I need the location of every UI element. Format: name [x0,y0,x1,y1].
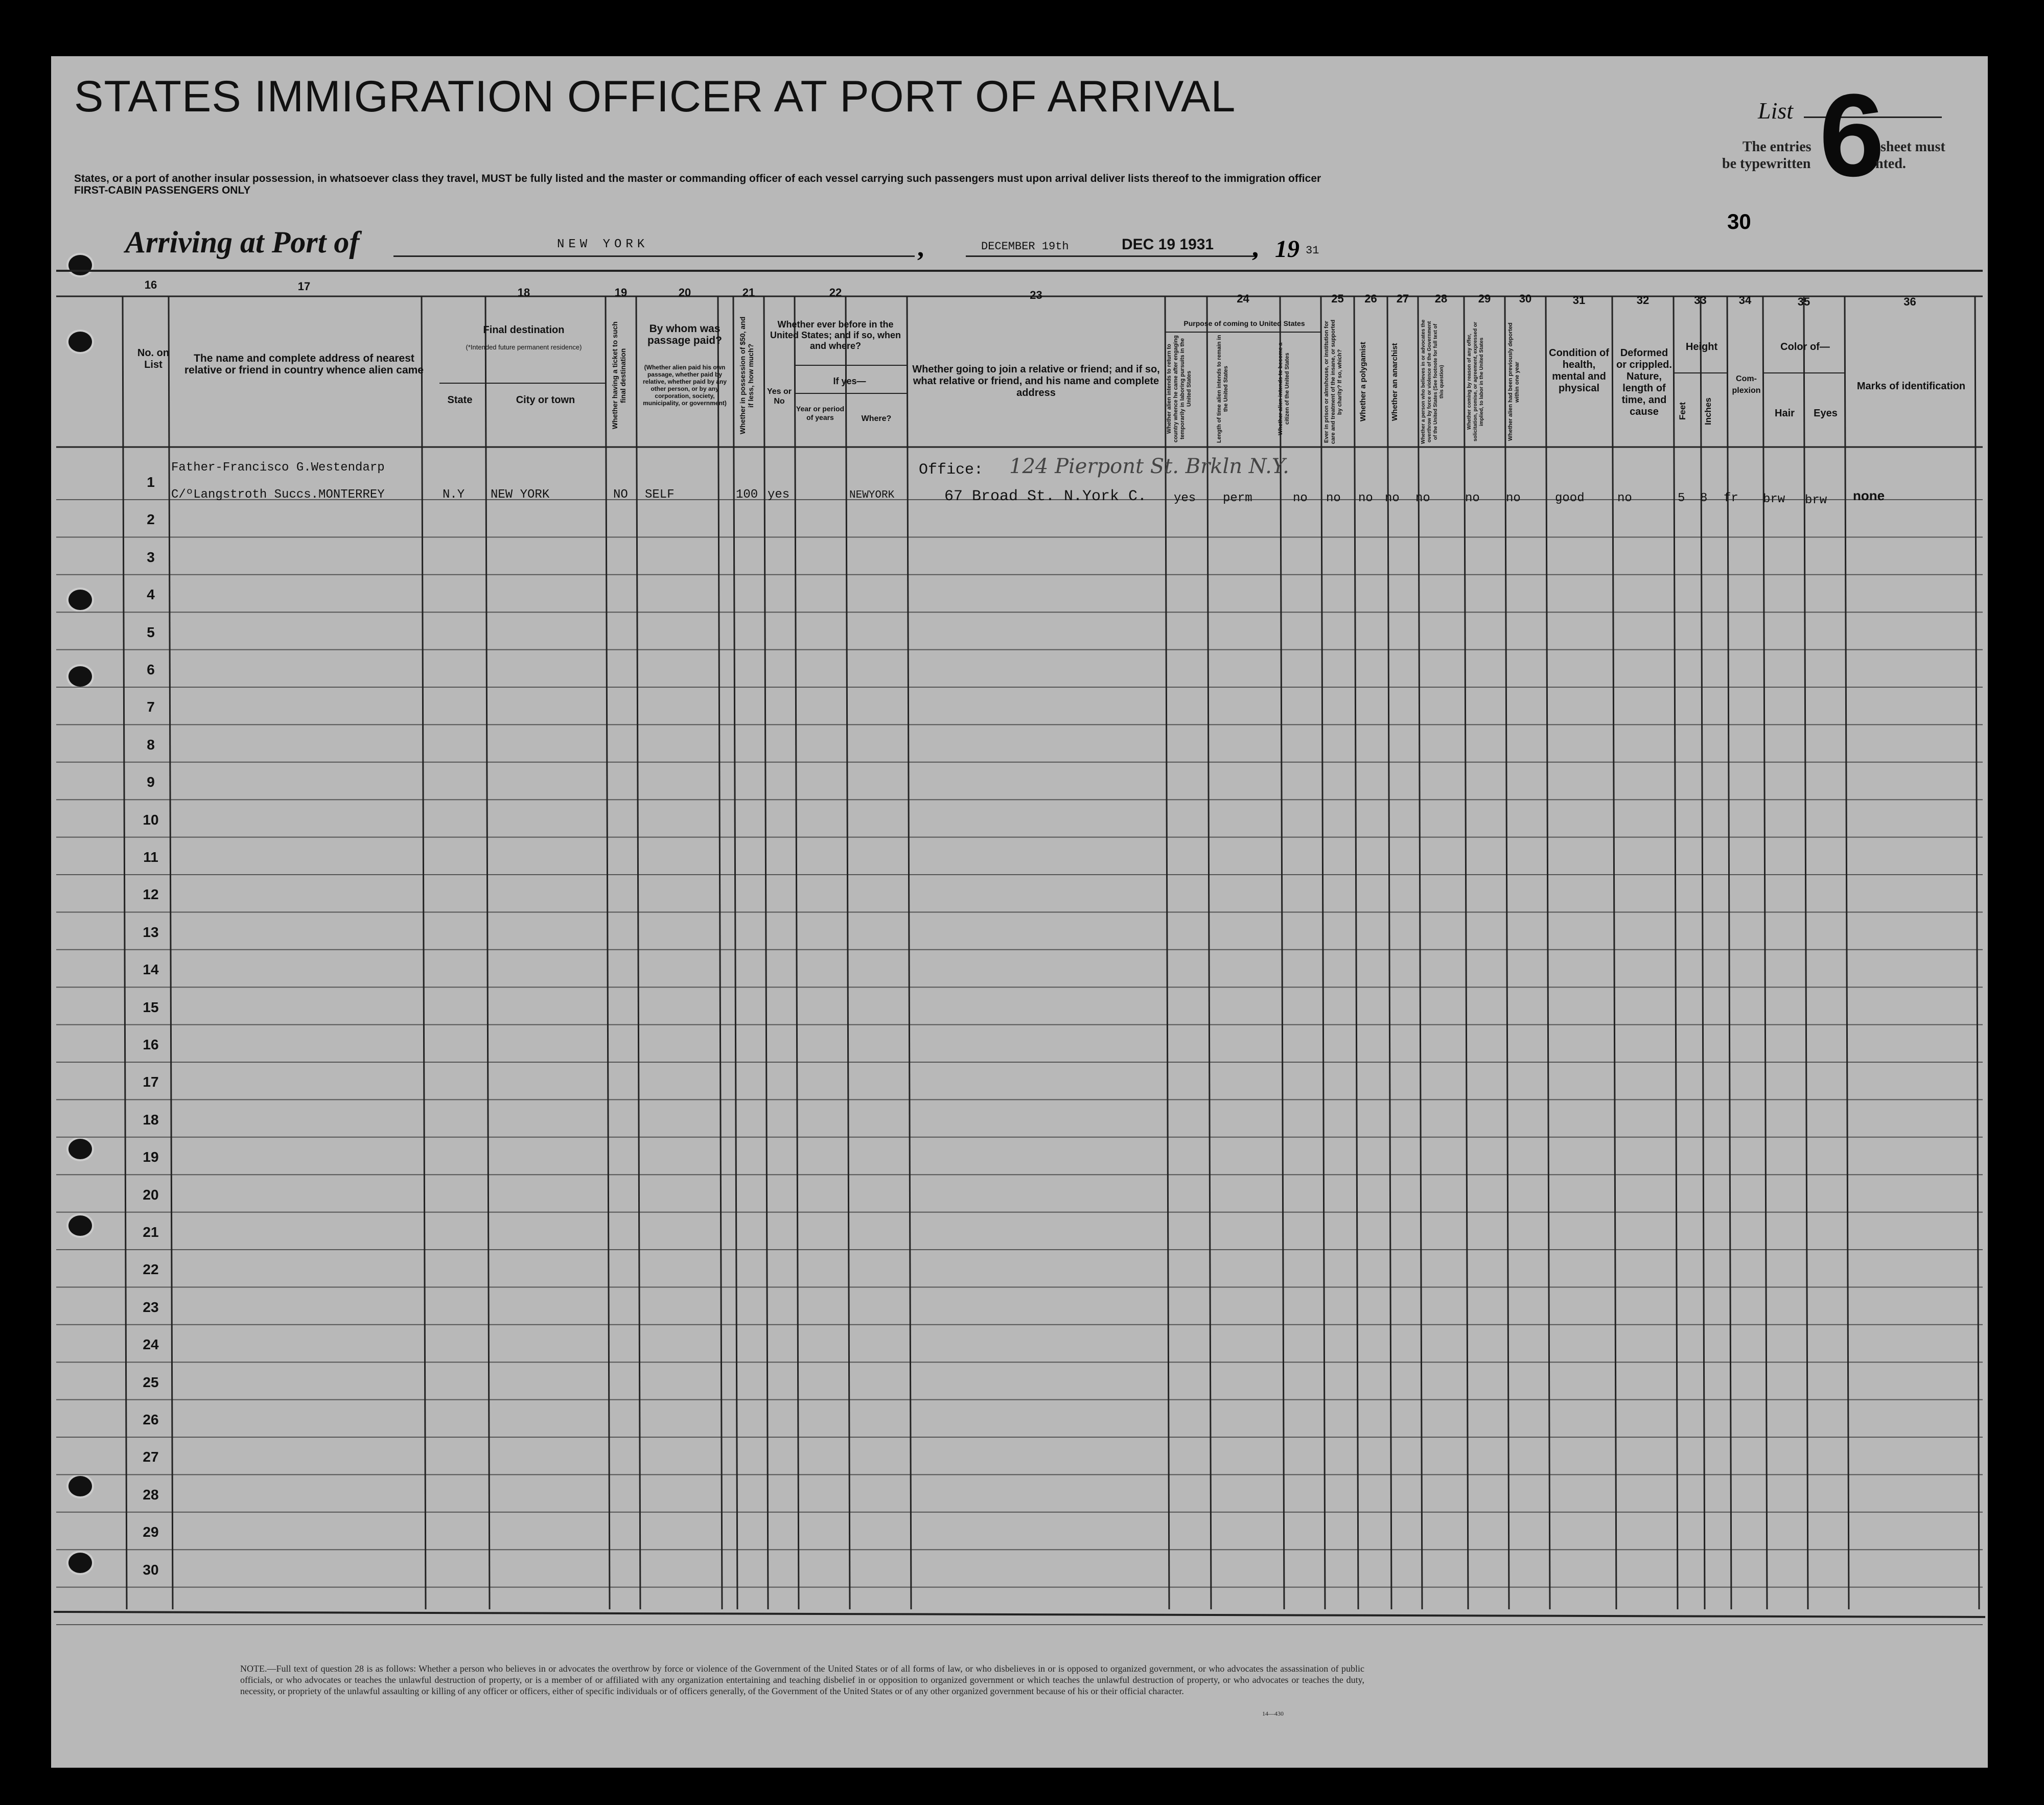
cell-length-stay: perm [1223,491,1252,505]
header-final-destination: Final destination [483,324,565,336]
cell-passage-paid: SELF [645,488,675,502]
row-number: 21 [143,1224,159,1240]
subtitle-line-2: FIRST-CABIN PASSENGERS ONLY [74,184,251,196]
year-prefix: 19 [1275,236,1299,263]
cell-city: NEW YORK [491,488,550,502]
row-number: 25 [143,1374,159,1390]
cell-purpose-return: yes [1174,491,1196,505]
cell-money: 100 [736,488,758,502]
row-number: 27 [143,1449,159,1465]
col-num-18: 18 [517,286,530,299]
col-num-28: 28 [1434,292,1448,305]
cell-marks: none [1853,488,1885,503]
port-comma: , [917,233,924,262]
column-rule [1546,296,1550,1609]
column-rule [1674,296,1678,1609]
header-purpose-citizen: Whether alien intends to become a citizen of the United States [1278,342,1290,435]
date-typed: DECEMBER 19th [981,240,1069,253]
column-rule [636,296,640,1609]
header-purpose: Purpose of coming to United States [1183,319,1305,327]
header-deported: Whether alien had been previously deported within one year [1507,322,1520,441]
cell-labor-offer: no [1465,491,1480,505]
col-num-26: 26 [1364,292,1377,305]
header-final-destination-note: (*Intended future permanent residence) [466,343,582,351]
row-number: 18 [143,1111,159,1128]
header-eyes: Eyes [1814,408,1838,419]
header-ticket: Whether having a ticket to such final destination [611,321,627,430]
cell-where: NEWYORK [849,489,895,501]
column-rule [485,296,490,1609]
col-num-20: 20 [678,286,691,299]
header-feet: Feet [1678,402,1687,420]
column-rule [1354,296,1358,1609]
cell-join-line-1: Office: [919,461,984,479]
cell-overthrow: no [1415,491,1430,505]
cell-deported: no [1506,491,1521,505]
column-rule [1165,296,1169,1609]
header-yes-no: Yes or No [766,387,792,406]
port-label: Arriving at Port of [125,225,360,259]
col-num-36: 36 [1903,295,1916,308]
column-rule [1321,296,1325,1609]
row-number: 20 [143,1186,159,1203]
header-passage-paid-note: (Whether alien paid his own passage, whether paid by relative, whether paid by any other person, or by any corporation, society, municipality, or government) [642,364,727,407]
header-if-yes: If yes— [833,376,866,386]
cell-eyes: brw [1805,494,1827,507]
col-num-23: 23 [1030,289,1042,301]
cell-citizen: no [1293,491,1308,505]
header-purpose-return: Whether alien intends to return to country whence he came after engaging temporarily in laboring pursuits in the United States [1166,335,1192,442]
cell-health: good [1555,491,1585,505]
column-rule [1207,296,1211,1609]
list-label: List [1758,98,1794,124]
page-number: 30 [1727,209,1751,233]
cell-complexion: fr [1724,491,1738,505]
header-deformed: Deformed or crippled. Nature, length of time, and cause [1616,347,1672,417]
entries-note-2: sheet must [1880,139,1945,155]
cell-hair: brw [1763,493,1785,506]
col-num-30: 30 [1519,292,1532,305]
cell-anarchist: no [1385,491,1400,505]
col-num-29: 29 [1478,292,1491,305]
header-purpose-length: Length of time alien intends to remain in the United States [1216,335,1229,443]
header-height: Height [1685,341,1718,353]
column-rule [606,296,610,1609]
col-num-35: 35 [1797,295,1810,308]
row-number: 14 [143,962,159,978]
row-number: 11 [143,849,158,865]
row-number: 19 [143,1149,159,1165]
cell-inches: 8 [1700,491,1708,505]
cell-relative-line-1: Father-Francisco G.Westendarp [171,461,385,475]
row-number: 5 [147,624,155,640]
header-city: City or town [516,394,575,406]
col-num-33: 33 [1694,294,1707,307]
column-rule [718,296,722,1609]
date-stamp: DEC 19 1931 [1122,236,1214,253]
entries-note-1: The entries [1743,139,1811,155]
row-number: 9 [147,774,155,790]
header-nearest-relative: The name and complete address of nearest relative or friend in country whence alien came [184,353,424,376]
cell-state: N.Y [443,488,465,502]
header-labor-offer: Whether coming by reason of any offer, solicitation, promise, or agreement, expressed or implied, to labor in the United States [1467,322,1484,442]
row-number: 15 [143,999,159,1015]
column-rule [1975,296,1979,1609]
row-number: 4 [147,587,155,603]
col-num-25: 25 [1331,292,1344,305]
column-rule [1612,296,1616,1609]
column-rule [1845,296,1849,1609]
row-number: 26 [143,1412,159,1427]
table-bottom-rule [54,1612,1985,1617]
col-num-17: 17 [297,280,311,293]
row-number: 6 [147,662,155,677]
cell-join-line-2: 67 Broad St. N.York C. [944,488,1147,505]
row-number: 17 [143,1074,159,1090]
entries-note-3: be typewritten [1722,156,1811,172]
col-num-19: 19 [614,286,628,299]
year-suffix: 31 [1306,244,1319,257]
header-marks: Marks of identification [1856,381,1966,392]
col-num-27: 27 [1396,292,1409,305]
col-num-21: 21 [742,286,755,299]
header-health: Condition of health, mental and physical [1549,347,1609,394]
header-before-in-us: Whether ever before in the United States; and if so, when and where? [770,319,901,351]
header-inches: Inches [1703,397,1713,425]
header-passage-paid: By whom was passage paid? [647,323,722,346]
row-number: 7 [147,699,155,715]
col-num-22: 22 [829,286,842,299]
date-comma: , [1252,233,1259,262]
header-prison: Ever in prison or almshouse, or institution for care and treatment of the insane, or supported by charity? If so, which? [1323,319,1343,444]
col-num-16: 16 [144,278,157,291]
header-no-on-list: No. on List [137,347,170,370]
row-number: 16 [143,1037,159,1052]
col-num-24: 24 [1237,292,1249,305]
page-title: STATES IMMIGRATION OFFICER AT PORT OF ARRIVAL [74,72,1236,121]
row-number: 13 [143,924,159,940]
row-number: 8 [147,736,155,753]
header-complexion: Com-plexion [1732,374,1761,395]
cell-feet: 5 [1678,491,1685,505]
row-number: 28 [143,1486,159,1503]
row-number: 24 [143,1337,159,1353]
row-number: 30 [143,1561,159,1578]
col-num-34: 34 [1738,294,1752,307]
column-rule [795,296,799,1609]
row-number: 22 [143,1261,159,1278]
header-hair: Hair [1775,408,1795,419]
header-anarchist: Whether an anarchist [1390,343,1399,421]
row-number: 10 [143,811,159,828]
row-number: 29 [143,1524,159,1540]
header-state: State [447,394,473,406]
cell-before-in-us: yes [768,488,790,502]
footnote: NOTE.—Full text of question 28 is as follows: Whether a person who believes in or advocates the overthrow by force or violence of the Government of the United States or of all forms of law, or who disbelieves in or is opposed to organized government, or who advocates the assassination of public officials, or who advocates or teaches the unlawful destruction of property, or is a member of or affiliated with any organization entertaining and teaching disbelief in or opposition to organized government or which teaches the unlawful destruction of property, or who advocates or teaches the duty, necessity, or propriety of the unlawful assaulting or killing of any officer or officers, either of specific individuals or of officers generally, of the Government of the United States or of any other organized government because of his or their official character. [240,1663,1364,1696]
cell-join-handwritten: 124 Pierpont St. Brkln N.Y. [1009,455,1289,478]
header-period: Year or period of years [796,405,845,421]
form-code: 14—430 [1262,1710,1284,1717]
cell-deformed: no [1617,491,1632,505]
row-number: 2 [147,511,155,528]
cell-prison: no [1326,491,1341,505]
cell-ticket: NO [613,488,628,502]
row-number: 12 [143,886,159,903]
row-number: 3 [147,549,155,565]
column-rule [422,296,426,1609]
subtitle-line-1: States, or a port of another insular possession, in whatsoever class they travel, MUST be fully listed and the master or commanding officer of each vessel carrying such passengers must upon arrival deliver lists thereof to the immigration officer [74,173,1321,184]
cell-relative-line-2: C/ºLangstroth Succs.MONTERREY [171,488,385,502]
header-join-relative: Whether going to join a relative or friend; and if so, what relative or friend, and his name and complete address [912,364,1160,398]
cell-polygamist: no [1358,491,1373,505]
column-rule [907,296,911,1609]
col-num-31: 31 [1572,294,1586,307]
header-polygamist: Whether a polygamist [1359,342,1367,422]
row-number: 23 [143,1299,159,1315]
column-rule [1280,296,1284,1609]
header-color-of: Color of— [1780,341,1830,353]
port-value: NEW YORK [557,238,649,251]
header-where: Where? [861,414,892,423]
row-number: 1 [147,474,155,490]
header-money: Whether in possession of $50, and if less, how much? [738,316,755,435]
list-number: 6 [1819,69,1885,201]
col-num-32: 32 [1636,294,1650,307]
header-overthrow: Whether a person who believes in or advocates the overthrow by force or violence of the Government of the United States (See footnote for full text of this question) [1421,319,1445,444]
entries-note-4: nted. [1875,156,1906,172]
